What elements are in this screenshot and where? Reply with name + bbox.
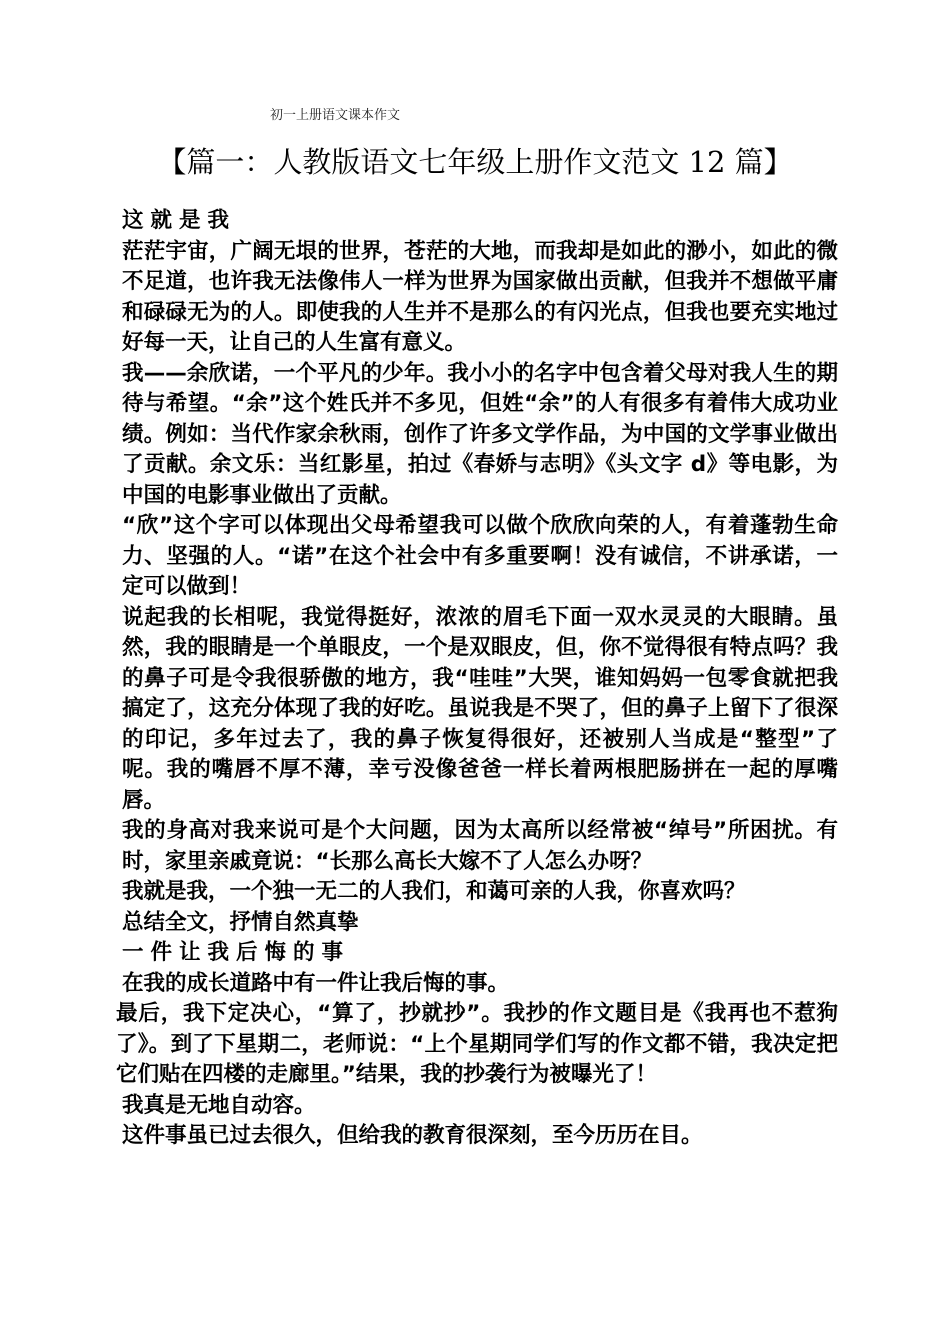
paragraph: 我的身高对我来说可是个大问题，因为太高所以经常被“绰号”所困扰。有时，家里亲戚竟说：“长那么高长大嫁不了人怎么办呀？ [122,818,838,874]
document-body [116,206,838,1152]
paragraph: 最后，我下定决心，“算了，抄就抄”。我抄的作文题目是《我再也不惹狗了》。到了下星期二，老师说：“上个星期同学们写的作文都不错，我决定把它们贴在四楼的走廊里。”结果，我的抄袭行为被曝光了！ [116,1001,838,1087]
paragraph: 我——余欣诺，一个平凡的少年。我小小的名字中包含着父母对我人生的期待与希望。“余”这个姓氏并不多见，但姓“余”的人有很多有着伟大成功业绩。例如：当代作家余秋雨，创作了许多文学作品，为中国的文学事业做出了贡献。余文乐：当红影星，拍过《春娇与志明》《头文字 d》等电影，为中国的电影事业做出了贡献。 [122,360,838,508]
paragraph: “欣”这个字可以体现出父母希望我可以做个欣欣向荣的人，有着蓬勃生命力、坚强的人。“诺”在这个社会中有多重要啊！没有诚信，不讲承诺，一定可以做到！ [122,513,838,599]
paragraph: 在我的成长道路中有一件让我后悔的事。 [122,970,510,996]
document-title: 【篇一：人教版语文七年级上册作文范文 12 篇】 [157,145,793,179]
paragraph: 总结全文，抒情自然真挚 [122,909,359,935]
paragraph: 这件事虽已过去很久，但给我的教育很深刻，至今历历在目。 [122,1123,703,1148]
paragraph: 我真是无地自动容。 [122,1092,316,1118]
paragraph: 说起我的长相呢，我觉得挺好，浓浓的眉毛下面一双水灵灵的大眼睛。虽然，我的眼睛是一个单眼皮，一个是双眼皮，但，你不觉得很有特点吗？我的鼻子可是令我很骄傲的地方，我“哇哇”大哭，谁知妈妈一包零食就把我搞定了，这充分体现了我的好吃。虽说我是不哭了，但的鼻子上留下了很深的印记，多年过去了，我的鼻子恢复得很好，还被别人当成是“整型”了呢。我的嘴唇不厚不薄，幸亏没像爸爸一样长着两根肥肠拼在一起的厚嘴唇。 [122,604,838,813]
essay-heading: 这就是我 [122,208,237,233]
essay-heading: 一件让我后悔的事 [122,940,351,965]
paragraph: 我就是我，一个独一无二的人我们，和蔼可亲的人我，你喜欢吗？ [122,879,746,904]
running-header: 初一上册语文课本作文 [270,108,401,123]
paragraph: 茫茫宇宙，广阔无垠的世界，苍茫的大地，而我却是如此的渺小，如此的微不足道，也许我无法像伟人一样为世界为国家做出贡献，但我并不想做平庸和碌碌无为的人。即使我的人生并不是那么的有闪光点，但我也要充实地过好每一天，让自己的人生富有意义。 [122,238,838,355]
